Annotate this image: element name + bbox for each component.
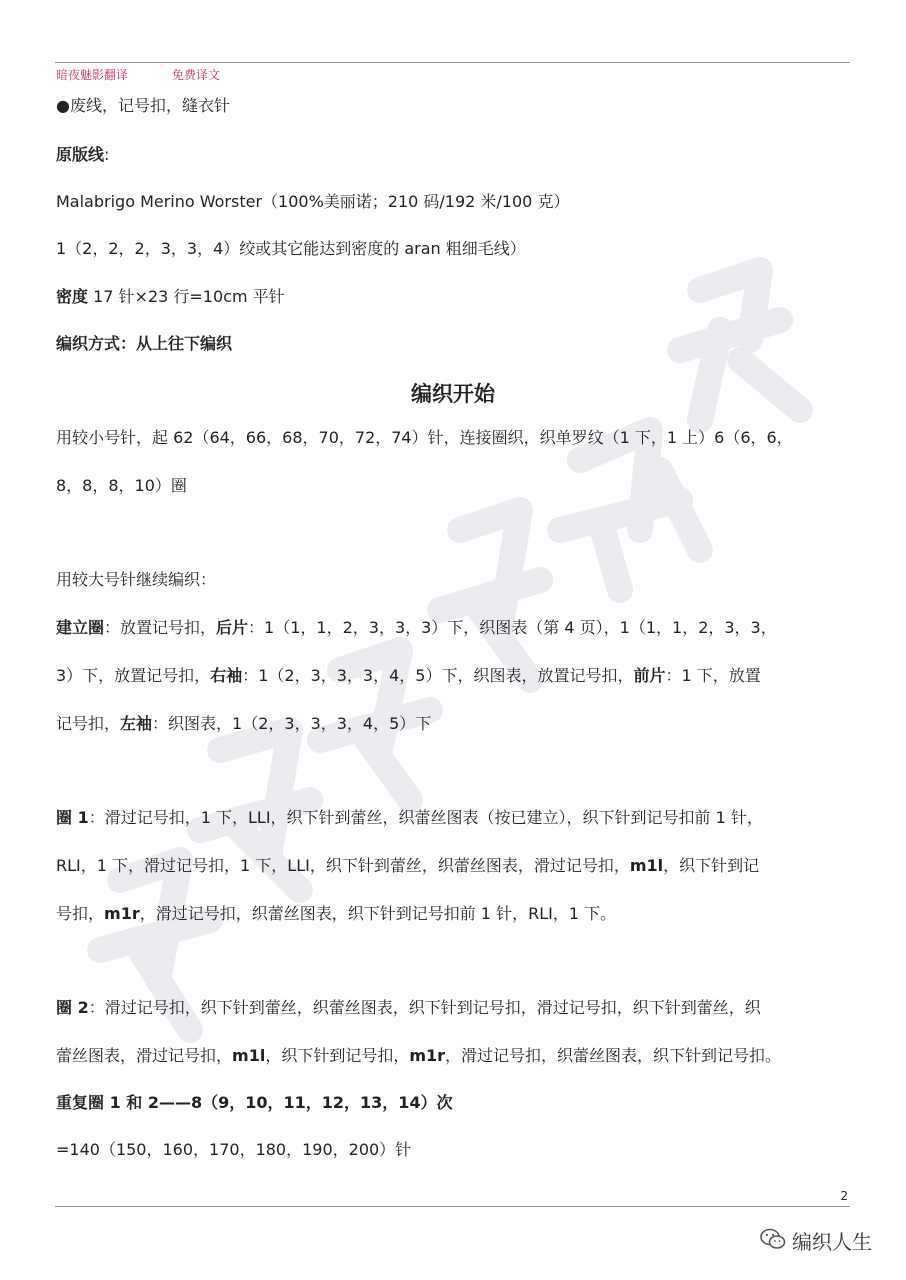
- header-free-translation: 免费译文: [172, 68, 221, 82]
- round2-line-2: [56, 1046, 852, 1066]
- round1-text: ：滑过记号扣，1 下，LLI，织下针到蕾丝，织蕾丝图表（按已建立），织下针到记号扣前 1 针，: [88, 808, 763, 827]
- gauge-label: 密度: [56, 287, 89, 306]
- round1-text: RLI，1 下，滑过记号扣，1 下，LLI，织下针到蕾丝，织蕾丝图表，滑过记号扣，: [56, 856, 630, 875]
- switch-needle-line: 用较大号针继续编织：: [56, 570, 217, 589]
- watermark-calligraphy: [60, 230, 860, 1090]
- header-rule: [55, 62, 850, 63]
- setup-text: ：1（2，3，3，3，4，5）下，织图表，放置记号扣，: [242, 666, 634, 685]
- round2-text: ，滑过记号扣，织蕾丝图表，织下针到记号扣。: [445, 1046, 782, 1065]
- round1-text: ，滑过记号扣，织蕾丝图表，织下针到记号扣前 1 针，RLI，1 下。: [139, 904, 617, 923]
- yarn-colon: :: [104, 145, 110, 164]
- setup-text: ：织图表，1（2，3，3，3，4，5）下: [152, 714, 432, 733]
- yarn-label: 原版线: [56, 145, 105, 164]
- round1-line-1: [56, 808, 852, 828]
- header-translator: 暗夜魅影翻译: [56, 68, 129, 82]
- tools-line: ●废线，记号扣，缝衣针: [56, 96, 230, 115]
- brand-signature: [760, 1226, 872, 1255]
- cast-on-line-1: 用较小号针，起 62（64，66，68，70，72，74）针，连接圈织，织单罗纹（1 下，1 上）6（6，6，: [56, 428, 793, 447]
- wechat-icon: [760, 1228, 786, 1254]
- round1-text: ，织下针到记: [663, 856, 760, 875]
- m1r-term: m1r: [409, 1046, 446, 1065]
- right-sleeve-label: 右袖: [210, 666, 243, 685]
- setup-text: ：放置记号扣，: [104, 618, 217, 637]
- gauge-text: 17 针×23 行=10cm 平针: [88, 287, 285, 306]
- round1-line-3: [56, 904, 852, 924]
- back-label: 后片: [216, 618, 249, 637]
- yarn-heading: [56, 145, 852, 165]
- front-label: 前片: [633, 666, 666, 685]
- setup-text: ：1 下，放置: [665, 666, 761, 685]
- left-sleeve-label: 左袖: [120, 714, 153, 733]
- round2-text: ，织下针到记号扣，: [265, 1046, 410, 1065]
- m1r-term: m1r: [104, 904, 140, 923]
- setup-text: ：1（1，1，2，3，3，3）下，织图表（第 4 页），1（1，1，2，3，3，: [248, 618, 777, 637]
- total-stitches-line: =140（150，160，170，180，190，200）针: [56, 1140, 412, 1159]
- round2-label: 圈 2: [56, 998, 89, 1017]
- yarn-quantity: 1（2，2，2，3，3，4）绞或其它能达到密度的 aran 粗细毛线）: [56, 239, 526, 258]
- round2-text: 蕾丝图表，滑过记号扣，: [56, 1046, 233, 1065]
- round1-text: 号扣，: [56, 904, 105, 923]
- round1-label: 圈 1: [56, 808, 89, 827]
- repeat-line: 重复圈 1 和 2——8（9，10，11，12，13，14）次: [56, 1093, 453, 1112]
- cast-on-line-2: 8，8，8，10）圈: [56, 476, 187, 495]
- setup-line-3: [56, 714, 852, 734]
- setup-line-1: [56, 618, 852, 638]
- round1-line-2: [56, 856, 852, 876]
- gauge-line: [56, 287, 852, 307]
- setup-line-2: [56, 666, 852, 686]
- brand-name: 编织人生: [792, 1230, 872, 1254]
- setup-label: 建立圈: [56, 618, 105, 637]
- round2-line-1: [56, 998, 852, 1018]
- yarn-name: Malabrigo Merino Worster（100%美丽诺；210 码/192 米/100 克）: [56, 192, 570, 211]
- round2-text: ：滑过记号扣，织下针到蕾丝，织蕾丝图表，织下针到记号扣，滑过记号扣，织下针到蕾丝，织: [88, 998, 761, 1017]
- section-title: 编织开始: [411, 382, 495, 406]
- page-number: 2: [840, 1189, 848, 1203]
- footer-rule: [55, 1206, 850, 1207]
- setup-text: 3）下，放置记号扣，: [56, 666, 211, 685]
- m1l-term: m1l: [629, 856, 664, 875]
- method-line: 编织方式：从上往下编织: [56, 334, 233, 353]
- setup-text: 记号扣，: [56, 714, 121, 733]
- m1l-term: m1l: [232, 1046, 266, 1065]
